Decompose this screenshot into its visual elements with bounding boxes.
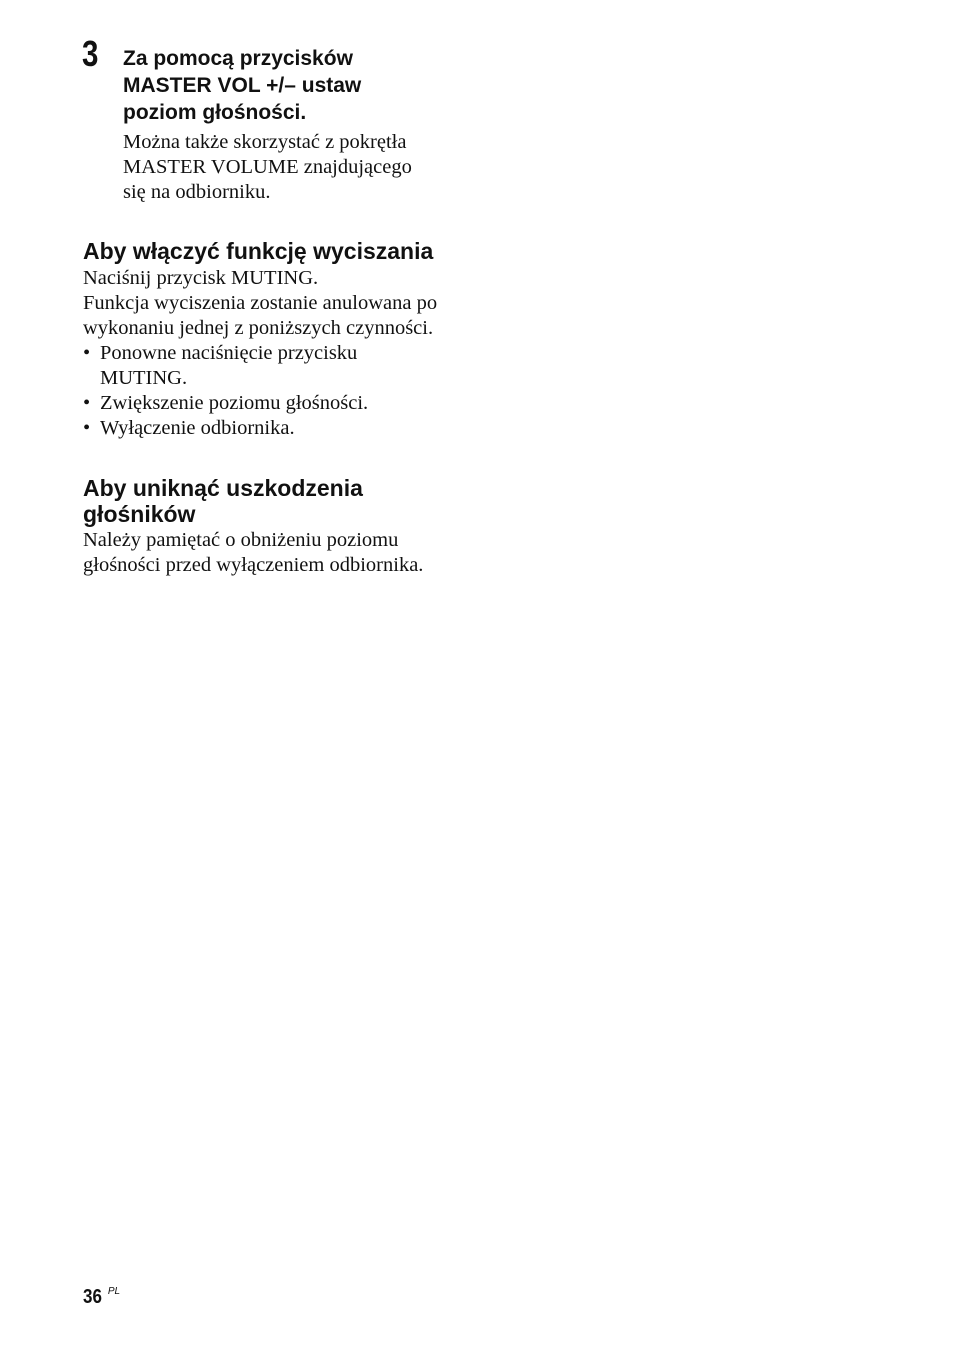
speaker-body-line: Należy pamiętać o obniżeniu poziomu <box>83 529 399 551</box>
list-item-text <box>100 341 368 391</box>
step-heading-line: poziom głośności. <box>123 101 307 124</box>
speaker-heading <box>83 475 363 527</box>
muting-body-line: wykonaniu jednej z poniższych czynności. <box>83 317 434 339</box>
muting-cancel-list <box>83 341 368 441</box>
speaker-body-line: głośności przed wyłączeniem odbiornika. <box>83 554 424 576</box>
step-number: 3 <box>82 33 98 74</box>
step-body <box>123 130 412 205</box>
step-heading-line: Za pomocą przycisków <box>123 47 353 70</box>
list-item <box>83 416 368 441</box>
speaker-heading-line: głośników <box>83 501 196 527</box>
step-heading <box>123 45 483 126</box>
bullet-icon: • <box>83 392 91 414</box>
language-code: PL <box>107 1286 121 1297</box>
list-item-line: Ponowne naciśnięcie przycisku <box>100 342 358 364</box>
speaker-body <box>83 528 423 578</box>
list-item-line: Wyłączenie odbiornika. <box>100 417 295 439</box>
muting-heading-text: Aby włączyć funkcję wyciszania <box>83 238 434 264</box>
list-item-line: Zwiększenie poziomu głośności. <box>100 392 369 414</box>
list-item <box>83 391 368 416</box>
muting-body <box>83 266 437 341</box>
step-heading-line: MASTER VOL +/– ustaw <box>123 74 362 97</box>
muting-body-line: Funkcja wyciszenia zostanie anulowana po <box>83 292 438 314</box>
page-number <box>83 1280 120 1309</box>
step-body-line: MASTER VOLUME znajdującego <box>123 156 412 178</box>
muting-body-line: Naciśnij przycisk MUTING. <box>83 267 319 289</box>
page-number-value: 36 <box>83 1286 102 1308</box>
list-item <box>83 341 368 391</box>
list-item-text <box>100 391 368 416</box>
list-item-text <box>100 416 368 441</box>
muting-heading <box>83 238 433 264</box>
speaker-heading-line: Aby uniknąć uszkodzenia <box>83 475 363 501</box>
step-body-line: Można także skorzystać z pokrętła <box>123 131 407 153</box>
bullet-icon: • <box>83 342 91 364</box>
list-item-line: MUTING. <box>100 367 188 389</box>
bullet-icon: • <box>83 417 91 439</box>
step-body-line: się na odbiorniku. <box>123 181 271 203</box>
